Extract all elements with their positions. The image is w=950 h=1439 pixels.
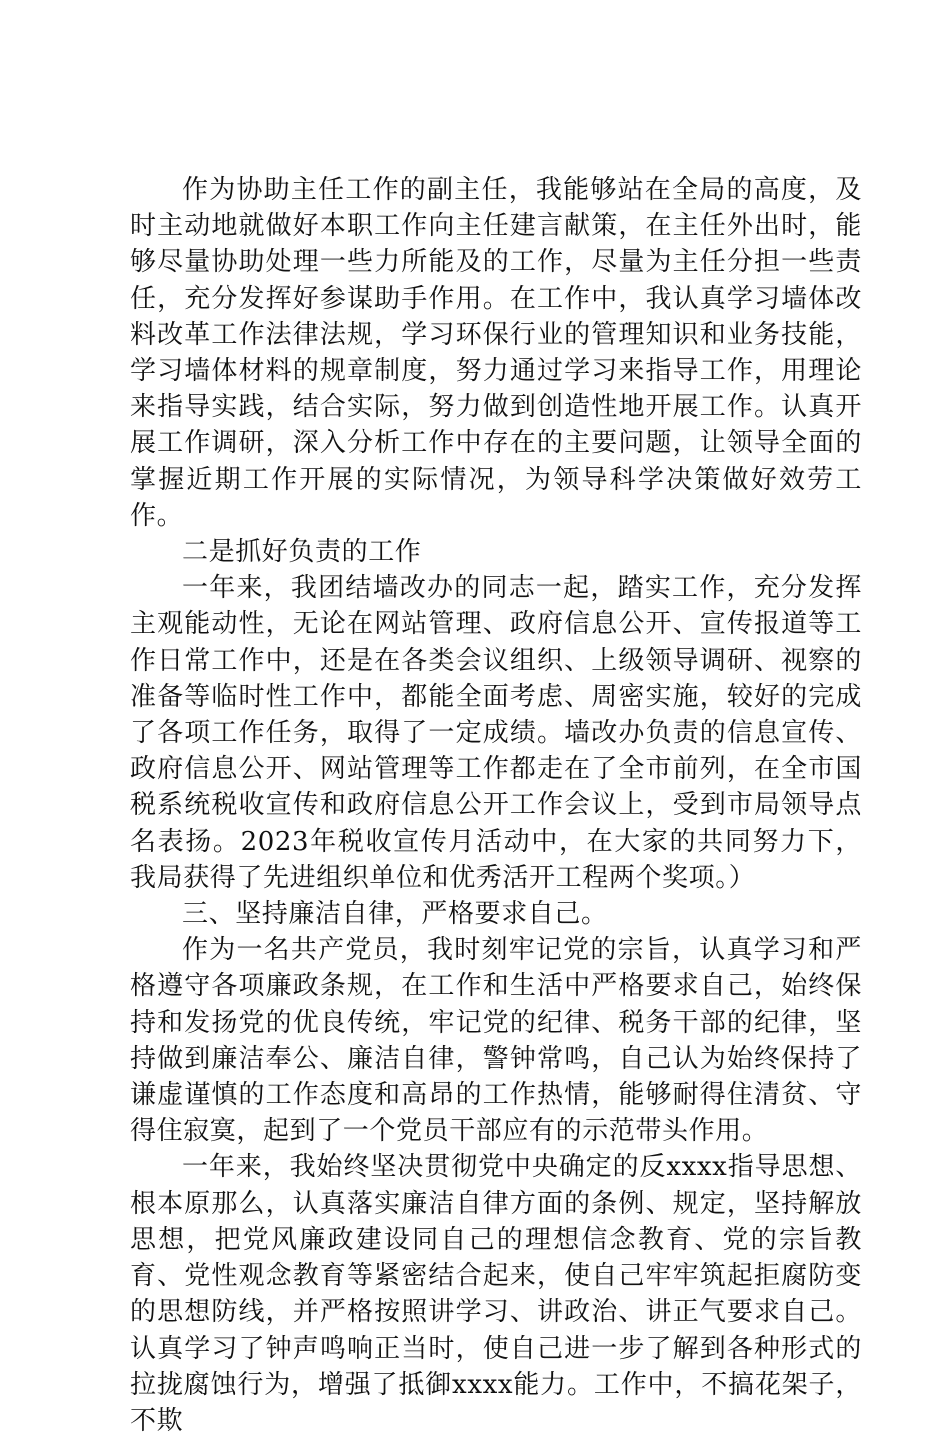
section-heading-responsible-work: 二是抓好负责的工作 — [182, 537, 422, 568]
section-heading-integrity: 三、坚持廉洁自律，严格要求自己。 — [182, 899, 608, 930]
paragraph-party-member: 作为一名共产党员，我时刻牢记党的宗旨，认真学习和严格遵守各项廉政条规，在工作和生活中严格要求自己，始终保持和发扬党的优良传统，牢记党的纪律、税务干部的纪律，坚持做到廉洁奉公、廉洁自律，警钟常鸣，自己认为始终保持了谦虚谨慎的工作态度和高昂的工作热情，能够耐得住清贫、守得住寂寞，起到了一个党员干部应有的示范带头作用。 — [130, 935, 862, 1147]
document-body — [130, 172, 862, 1439]
paragraph-deputy-role: 作为协助主任工作的副主任，我能够站在全局的高度，及时主动地就做好本职工作向主任建言献策，在主任外出时，能够尽量协助处理一些力所能及的工作，尽量为主任分担一些责任，充分发挥好参谋助手作用。在工作中，我认真学习墙体改料改革工作法律法规，学习环保行业的管理知识和业务技能，学习墙体材料的规章制度，努力通过学习来指导工作，用理论来指导实践，结合实际，努力做到创造性地开展工作。认真开展工作调研，深入分析工作中存在的主要问题，让领导全面的掌握近期工作开展的实际情况，为领导科学决策做好效劳工作。 — [130, 175, 862, 531]
paragraph-anti-corruption: 一年来，我始终坚决贯彻党中央确定的反xxxx指导思想、根本原那么，认真落实廉洁自律方面的条例、规定，坚持解放思想，把党风廉政建设同自己的理想信念教育、党的宗旨教育、党性观念教育等紧密结合起来，使自己牢牢筑起拒腐防变的思想防线，并严格按照讲学习、讲政治、讲正气要求自己。认真学习了钟声鸣响正当时，使自己进一步了解到各种形式的拉拢腐蚀行为，增强了抵御xxxx能力。工作中，不搞花架子，不欺 — [130, 1152, 862, 1436]
paragraph-team-work: 一年来，我团结墙改办的同志一起，踏实工作，充分发挥主观能动性，无论在网站管理、政府信息公开、宣传报道等工作日常工作中，还是在各类会议组织、上级领导调研、视察的准备等临时性工作中，都能全面考虑、周密实施，较好的完成了各项工作任务，取得了一定成绩。墙改办负责的信息宣传、政府信息公开、网站管理等工作都走在了全市前列，在全市国税系统税收宣传和政府信息公开工作会议上，受到市局领导点名表扬。2023年税收宣传月活动中，在大家的共同努力下，我局获得了先进组织单位和优秀活开工程两个奖项。） — [130, 573, 862, 893]
